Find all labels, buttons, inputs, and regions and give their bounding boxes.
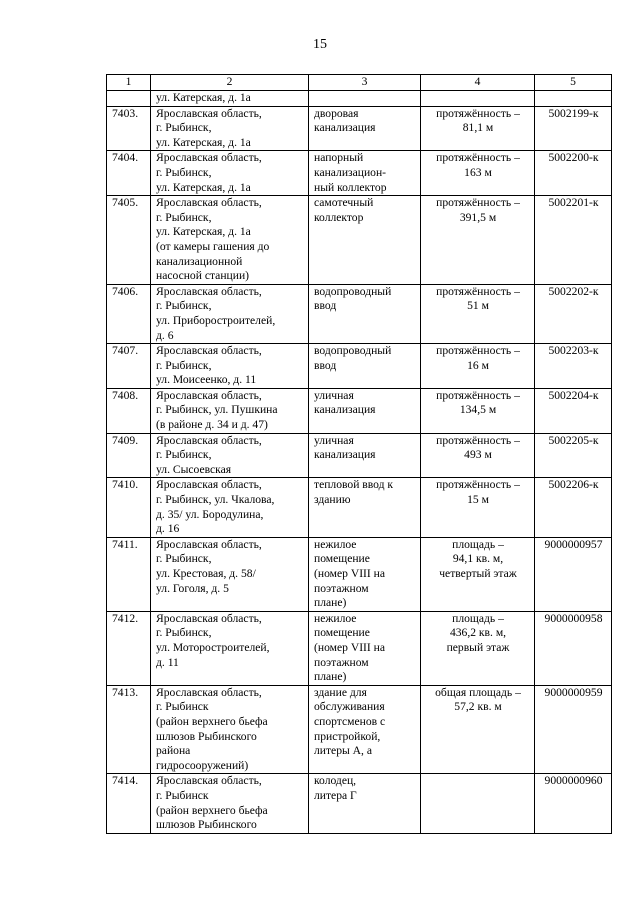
table-row	[107, 196, 612, 285]
characteristics-cell: площадь – 436,2 кв. м, первый этаж	[421, 611, 535, 685]
column-header: 4	[421, 75, 535, 91]
table-row	[107, 774, 612, 833]
address-cell: Ярославская область, г. Рыбинск, ул. Катерская, д. 1а (от камеры гашения до канализационной насосной станции)	[151, 196, 309, 285]
object-name-cell: уличная канализация	[309, 433, 421, 478]
column-header: 1	[107, 75, 151, 91]
object-name-cell: водопроводный ввод	[309, 344, 421, 389]
address-cell: Ярославская область, г. Рыбинск, ул. Чкалова, д. 35/ ул. Бородулина, д. 16	[151, 478, 309, 537]
address-cell: Ярославская область, г. Рыбинск (район верхнего бьефа шлюзов Рыбинского района гидросооружений)	[151, 685, 309, 774]
address-cell: Ярославская область, г. Рыбинск, ул. Моисеенко, д. 11	[151, 344, 309, 389]
registry-code-cell	[535, 91, 612, 107]
table-row	[107, 685, 612, 774]
registry-code-cell: 5002199-к	[535, 106, 612, 151]
table-row	[107, 151, 612, 196]
row-number-cell: 7405.	[107, 196, 151, 285]
row-number-cell: 7403.	[107, 106, 151, 151]
address-cell: ул. Катерская, д. 1а	[151, 91, 309, 107]
row-number-cell: 7412.	[107, 611, 151, 685]
object-name-cell: напорный канализацион- ный коллектор	[309, 151, 421, 196]
object-name-cell: нежилое помещение (номер VIII на поэтажном плане)	[309, 537, 421, 611]
table-row	[107, 284, 612, 343]
characteristics-cell: общая площадь – 57,2 кв. м	[421, 685, 535, 774]
registry-code-cell: 5002204-к	[535, 388, 612, 433]
registry-code-cell: 5002200-к	[535, 151, 612, 196]
column-header: 2	[151, 75, 309, 91]
registry-code-cell: 5002202-к	[535, 284, 612, 343]
row-number-cell	[107, 91, 151, 107]
object-name-cell: самотечный коллектор	[309, 196, 421, 285]
page-number: 15	[313, 37, 327, 52]
characteristics-cell	[421, 774, 535, 833]
table-row	[107, 433, 612, 478]
table-row	[107, 91, 612, 107]
object-name-cell: уличная канализация	[309, 388, 421, 433]
characteristics-cell: протяжённость – 51 м	[421, 284, 535, 343]
characteristics-cell: протяжённость – 15 м	[421, 478, 535, 537]
characteristics-cell: протяжённость – 81,1 м	[421, 106, 535, 151]
registry-code-cell: 9000000958	[535, 611, 612, 685]
address-cell: Ярославская область, г. Рыбинск, ул. Пушкина (в районе д. 34 и д. 47)	[151, 388, 309, 433]
property-registry-table	[106, 74, 612, 834]
characteristics-cell: протяжённость – 163 м	[421, 151, 535, 196]
address-cell: Ярославская область, г. Рыбинск, ул. Катерская, д. 1а	[151, 106, 309, 151]
object-name-cell	[309, 91, 421, 107]
table-row	[107, 388, 612, 433]
table-row	[107, 344, 612, 389]
address-cell: Ярославская область, г. Рыбинск, ул. Приборостроителей, д. 6	[151, 284, 309, 343]
row-number-cell: 7413.	[107, 685, 151, 774]
registry-code-cell: 5002201-к	[535, 196, 612, 285]
object-name-cell: колодец, литера Г	[309, 774, 421, 833]
object-name-cell: водопроводный ввод	[309, 284, 421, 343]
address-cell: Ярославская область, г. Рыбинск, ул. Сысоевская	[151, 433, 309, 478]
address-cell: Ярославская область, г. Рыбинск, ул. Моторостроителей, д. 11	[151, 611, 309, 685]
object-name-cell: дворовая канализация	[309, 106, 421, 151]
registry-code-cell: 5002203-к	[535, 344, 612, 389]
characteristics-cell: площадь – 94,1 кв. м, четвертый этаж	[421, 537, 535, 611]
row-number-cell: 7406.	[107, 284, 151, 343]
object-name-cell: нежилое помещение (номер VIII на поэтажном плане)	[309, 611, 421, 685]
registry-code-cell: 9000000960	[535, 774, 612, 833]
table-row	[107, 478, 612, 537]
row-number-cell: 7404.	[107, 151, 151, 196]
object-name-cell: здание для обслуживания спортсменов с пристройкой, литеры А, а	[309, 685, 421, 774]
address-cell: Ярославская область, г. Рыбинск (район верхнего бьефа шлюзов Рыбинского	[151, 774, 309, 833]
characteristics-cell: протяжённость – 493 м	[421, 433, 535, 478]
row-number-cell: 7410.	[107, 478, 151, 537]
registry-code-cell: 9000000957	[535, 537, 612, 611]
column-header: 3	[309, 75, 421, 91]
registry-code-cell: 9000000959	[535, 685, 612, 774]
registry-code-cell: 5002205-к	[535, 433, 612, 478]
characteristics-cell: протяжённость – 16 м	[421, 344, 535, 389]
table-row	[107, 537, 612, 611]
registry-code-cell: 5002206-к	[535, 478, 612, 537]
column-header: 5	[535, 75, 612, 91]
row-number-cell: 7411.	[107, 537, 151, 611]
table-row	[107, 106, 612, 151]
table-row	[107, 611, 612, 685]
characteristics-cell: протяжённость – 134,5 м	[421, 388, 535, 433]
row-number-cell: 7409.	[107, 433, 151, 478]
characteristics-cell	[421, 91, 535, 107]
row-number-cell: 7407.	[107, 344, 151, 389]
row-number-cell: 7408.	[107, 388, 151, 433]
address-cell: Ярославская область, г. Рыбинск, ул. Катерская, д. 1а	[151, 151, 309, 196]
row-number-cell: 7414.	[107, 774, 151, 833]
characteristics-cell: протяжённость – 391,5 м	[421, 196, 535, 285]
address-cell: Ярославская область, г. Рыбинск, ул. Крестовая, д. 58/ ул. Гоголя, д. 5	[151, 537, 309, 611]
object-name-cell: тепловой ввод к зданию	[309, 478, 421, 537]
column-number-header-row	[107, 75, 612, 91]
